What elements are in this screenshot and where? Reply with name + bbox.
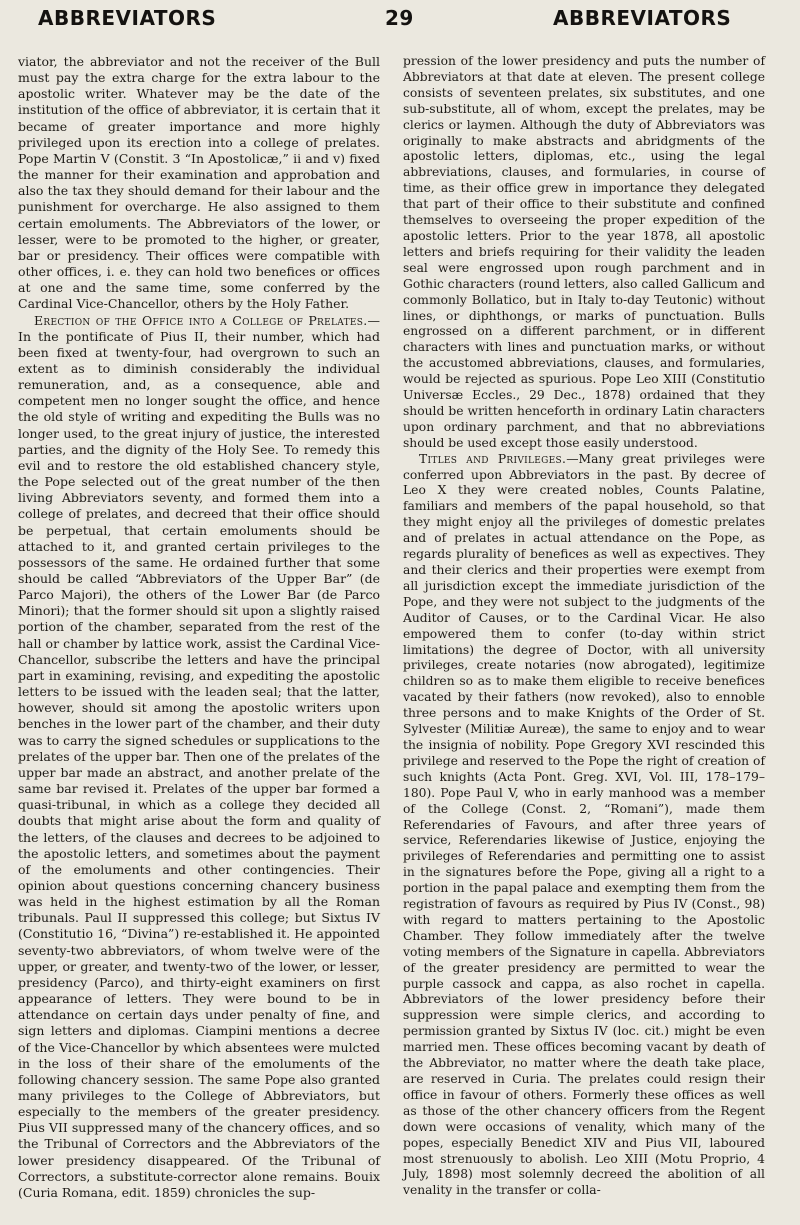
section-heading: Titles and Privileges. bbox=[419, 451, 567, 466]
header-right-title: ABBREVIATORS bbox=[553, 6, 732, 30]
right-column bbox=[403, 54, 765, 1199]
paragraph: pression of the lower presidency and puts the number of Abbreviators at that date at eleven. The present college consists of seventeen prelates, six substitutes, and one sub-substitute, all of whom, except the prelates, may be clerics or laymen. Although the duty of Abbreviators was originally to make abstracts and abridgments of the apostolic letters, diplomas, etc., using the legal abbreviations, clauses, and formularies, in course of time, as their office grew in importance they delegated that part of their office to their substitute and confined themselves to overseeing the proper expedition of the apostolic letters. Prior to the year 1878, all apostolic letters and briefs requiring for their validity the leaden seal were engrossed upon rough parchment and in Gothic characters (round letters, also called Gallicum and commonly Bollatico, but in Italy to-day Teutonic) without lines, or diphthongs, or marks of punctuation. Bulls engrossed on a different parchment, or in different characters with lines and punctuation marks, or without the accustomed abbreviations, clauses, and formularies, would be rejected as spurious. Pope Leo XIII (Constitutio Universæ Eccles., 29 Dec., 1878) ordained that they should be written henceforth in ordinary Latin characters upon ordinary parchment, and that no abbreviations should be used except those easily understood. bbox=[403, 54, 765, 450]
page-number: 29 bbox=[385, 6, 414, 30]
paragraph-body: —In the pontificate of Pius II, their number, which had been fixed at twenty-four, had overgrown to such an extent as to diminish considerably the individual remuneration, and, as a consequence, able and competent men no longer sought the office, and hence the old style of writing and expediting the Bulls was no longer used, to the great injury of justice, the interested parties, and the dignity of the Holy See. To remedy this evil and to restore the old established chancery style, the Pope selected out of the great number of the then living Abbreviators seventy, and formed them into a college of prelates, and decreed that their office should be perpetual, that certain emoluments should be attached to it, and granted certain privileges to the possessors of the same. He ordained further that some should be called “Abbreviators of the Upper Bar” (de Parco Majori), the others of the Lower Bar (de Parco Minori); that the former should sit upon a slightly raised portion of the chamber, separated from the rest of the hall or chamber by lattice work, assist the Cardinal Vice-Chancellor, subscribe the letters and have the principal part in examining, revising, and expediting the apostolic letters to be issued with the leaden seal; that the latter, however, should sit among the apostolic writers upon benches in the lower part of the chamber, and their duty was to carry the signed schedules or supplications to the prelates of the upper bar. Then one of the prelates of the upper bar made an abstract, and another prelate of the same bar revised it. Prelates of the upper bar formed a quasi-tribunal, in which as a college they decided all doubts that might arise about the form and quality of the letters, of the clauses and decrees to be adjoined to the apostolic letters, and sometimes about the payment of the emoluments and other contingencies. Their opinion about questions concerning chancery business was held in the highest estimation by all the Roman tribunals. Paul II suppressed this college; but Sixtus IV (Constitutio 16, “Divina”) re-established it. He appointed seventy-two abbreviators, of whom twelve were of the upper, or greater, and twenty-two of the lower, or lesser, presidency (Parco), and thirty-eight examiners on first appearance of letters. They were bound to be in attendance on certain days under penalty of fine, and sign letters and diplomas. Ciampini mentions a decree of the Vice-Chancellor by which absentees were mulcted in the loss of their share of the emoluments of the following chancery session. The same Pope also granted many privileges to the College of Abbreviators, but especially to the members of the greater presidency. Pius VII suppressed many of the chancery offices, and so the Tribunal of Correctors and the Abbreviators of the lower presidency disappeared. Of the Tribunal of Correctors, a substitute-corrector alone remains. Bouix (Curia Romana, edit. 1859) chronicles the sup- bbox=[18, 312, 380, 1200]
paragraph: viator, the abbreviator and not the receiver of the Bull must pay the extra charge for the extra labour to the apostolic writer. Whatever may be the date of the institution of the office of abbreviator, it is certain that it became of greater importance and more highly privileged upon its erection into a college of prelates. Pope Martin V (Constit. 3 “In Apostolicæ,” ii and v) fixed the manner for their examination and approbation and also the tax they should demand for their labour and the punishment for overcharge. He also assigned to them certain emoluments. The Abbreviators of the lower, or lesser, were to be promoted to the higher, or greater, bar or presidency. Their offices were compatible with other offices, i. e. they can hold two benefices or offices at one and the same time, some conferred by the Cardinal Vice-Chancellor, others by the Holy Father. bbox=[18, 54, 380, 312]
paragraph-body: —Many great privileges were conferred upon Abbreviators in the past. By decree of Leo X they were created nobles, Counts Palatine, familiars and members of the papal household, so that they might enjoy all the privileges of domestic prelates and of prelates in actual attendance on the Pope, as regards plurality of benefices as well as expectives. They and their clerics and their properties were exempt from all jurisdiction except the immediate jurisdiction of the Pope, and they were not subject to the judgments of the Auditor of Causes, or to the Cardinal Vicar. He also empowered them to confer (to-day within strict limitations) the degree of Doctor, with all university privileges, create notaries (now abrogated), legitimize children so as to make them eligible to receive benefices vacated by their fathers (now revoked), also to ennoble three persons and to make Knights of the Order of St. Sylvester (Militiæ Aureæ), the same to enjoy and to wear the insignia of nobility. Pope Gregory XVI rescinded this privilege and reserved to the Pope the right of creation of such knights (Acta Pont. Greg. XVI, Vol. III, 178–179–180). Pope Paul V, who in early manhood was a member of the College (Const. 2, “Romani”), made them Referendaries of Favours, and after three years of service, Referendaries likewise of Justice, enjoying the privileges of Referendaries and permitting one to assist in the signatures before the Pope, giving all a right to a portion in the papal palace and exempting them from the registration of favours as required by Pius IV (Const., 98) with regard to matters pertaining to the Apostolic Chamber. They follow immediately after the twelve voting members of the Signature in capella. Abbreviators of the greater presidency are permitted to wear the purple cassock and cappa, as also rochet in capella. Abbreviators of the lower presidency before their suppression were simple clerics, and according to permission granted by Sixtus IV (loc. cit.) might be even married men. These offices becoming vacant by death of the Abbreviator, no matter where the death take place, are reserved in Curia. The prelates could resign their office in favour of others. Formerly these offices as well as those of the other chancery officers from the Regent down were occasions of venality, which many of the popes, especially Benedict XIV and Pius VII, laboured most strenuously to abolish. Leo XIII (Motu Proprio, 4 July, 1898) most solemnly decreed the abolition of all venality in the transfer or colla- bbox=[403, 451, 765, 1198]
paragraph bbox=[18, 313, 380, 1202]
left-column bbox=[18, 54, 380, 1201]
section-heading: Erection of the Office into a College of Prelates. bbox=[34, 312, 368, 328]
paragraph bbox=[403, 452, 765, 1200]
header-left-title: ABBREVIATORS bbox=[38, 6, 217, 30]
running-header bbox=[0, 2, 800, 42]
